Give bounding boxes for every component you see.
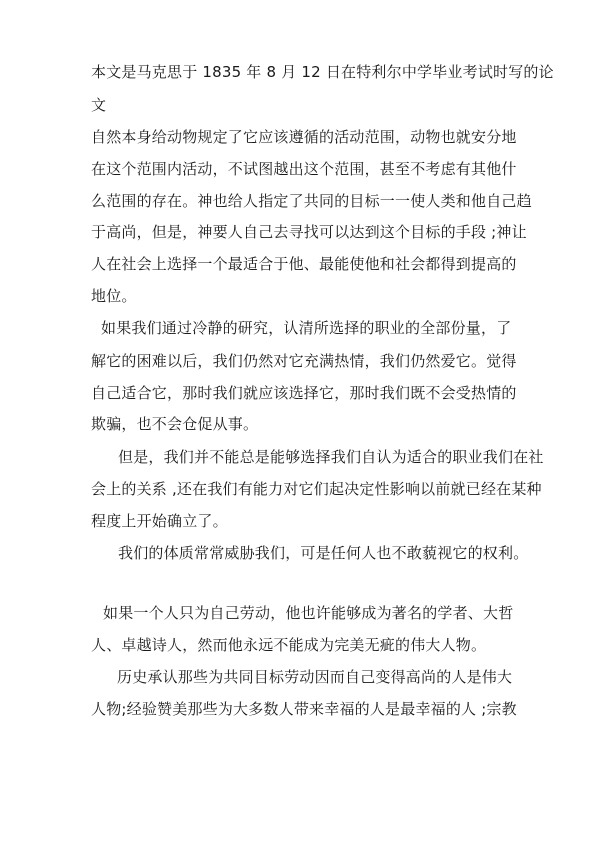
paragraph-1-line-1: 自然本身给动物规定了它应该遵循的活动范围，动物也就安分地 xyxy=(91,128,517,146)
paragraph-1-line-3: 么范围的存在。神也给人指定了共同的目标一一使人类和他自己趋 xyxy=(91,192,532,210)
title-line-1: 本文是马克思于 1835 年 8 月 12 日在特利尔中学毕业考试时写的论 xyxy=(91,63,554,81)
paragraph-5-line-1: 如果一个人只为自己劳动，他也许能够成为著名的学者、大哲 xyxy=(103,604,514,622)
paragraph-2-line-1: 如果我们通过冷静的研究，认清所选择的职业的全部份量，了 xyxy=(101,319,512,337)
paragraph-3-line-1: 但是，我们并不能总是能够选择我们自认为适合的职业我们在社 xyxy=(118,448,544,466)
paragraph-3-line-2: 会上的关系 ,还在我们有能力对它们起决定性影响以前就已经在某种 xyxy=(91,480,542,498)
paragraph-6-line-2: 人物;经验赞美那些为大多数人带来幸福的人是最幸福的人 ;宗教 xyxy=(91,700,517,718)
paragraph-2-line-3: 自己适合它，那时我们就应该选择它，那时我们既不会受热情的 xyxy=(91,384,517,402)
paragraph-1-line-6: 地位。 xyxy=(91,287,137,305)
paragraph-2-line-2: 解它的困难以后，我们仍然对它充满热情，我们仍然爱它。觉得 xyxy=(91,352,517,370)
paragraph-2-line-4: 欺骗，也不会仓促从事。 xyxy=(91,415,259,433)
paragraph-1-line-5: 人在社会上选择一个最适合于他、最能使他和社会都得到提高的 xyxy=(91,255,517,273)
paragraph-3-line-3: 程度上开始确立了。 xyxy=(91,512,228,530)
title-line-2: 文 xyxy=(91,96,107,114)
paragraph-4-line-1: 我们的体质常常威胁我们，可是任何人也不敢藐视它的权利。 xyxy=(118,544,529,562)
paragraph-1-line-2: 在这个范围内活动，不试图越出这个范围，甚至不考虑有其他什 xyxy=(91,160,517,178)
paragraph-5-line-2: 人、卓越诗人，然而他永远不能成为完美无疵的伟大人物。 xyxy=(91,636,487,654)
paragraph-1-line-4: 于高尚，但是，神要人自己去寻找可以达到这个目标的手段 ;神让 xyxy=(91,223,527,241)
paragraph-6-line-1: 历史承认那些为共同目标劳动因而自己变得高尚的人是伟大 xyxy=(117,668,513,686)
